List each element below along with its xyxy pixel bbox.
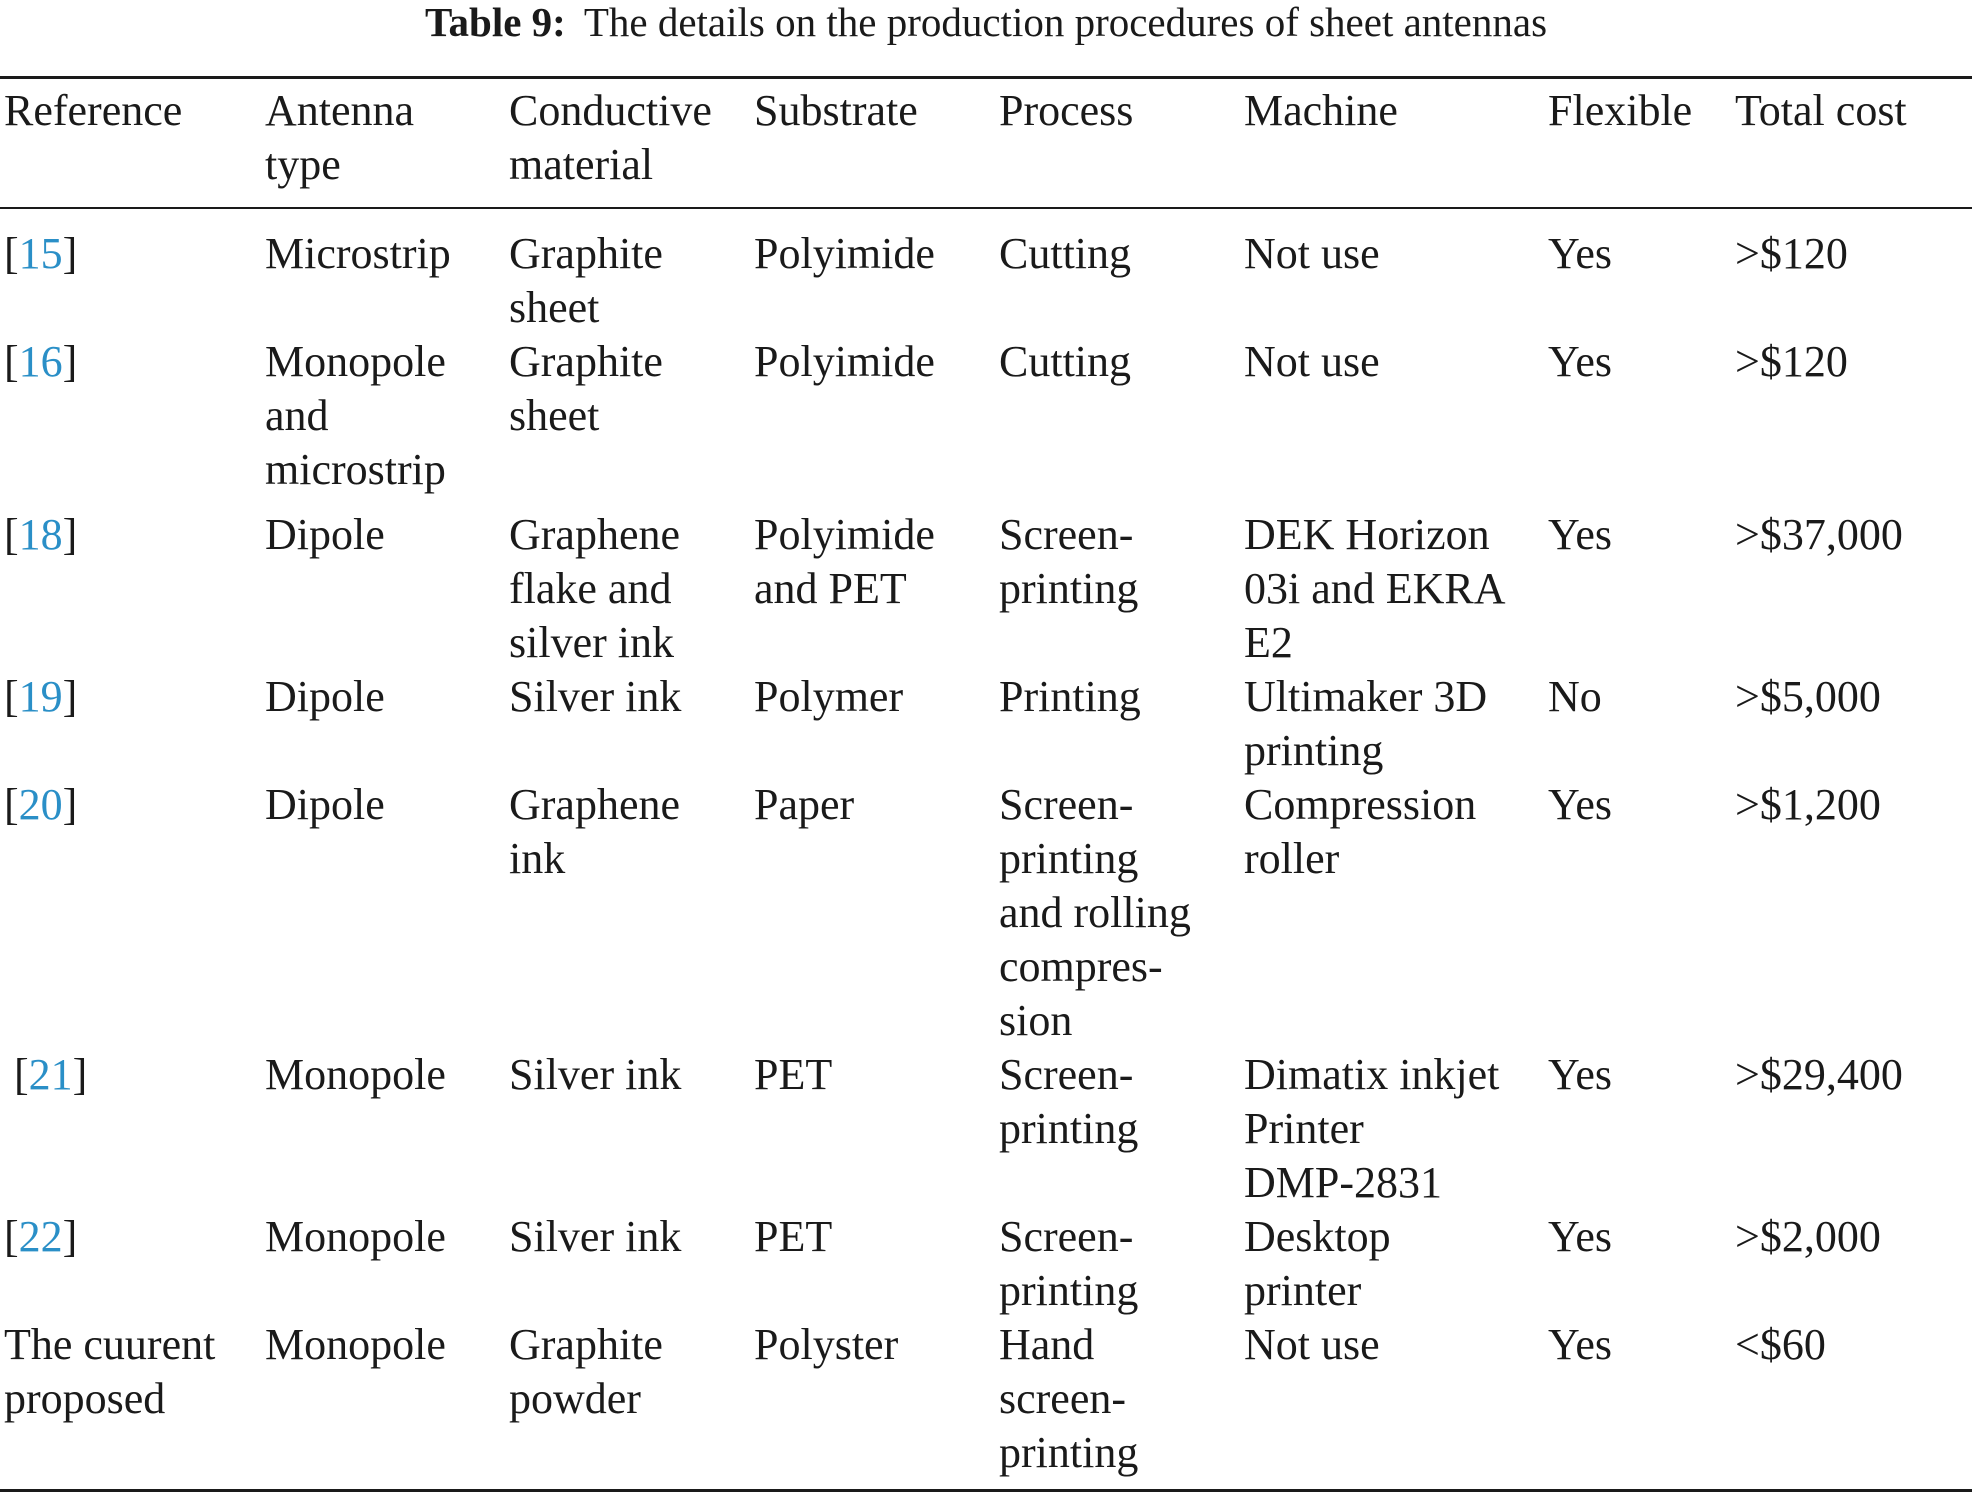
process-cell: Printing	[999, 672, 1141, 721]
substrate-cell: Paper	[754, 780, 855, 829]
reference-cell: The cuurent proposed	[4, 1320, 216, 1423]
reference-link[interactable]: 21	[28, 1050, 73, 1099]
machine-cell: Not use	[1244, 337, 1380, 386]
reference-link[interactable]: 16	[18, 337, 63, 386]
bottom-rule	[0, 1489, 1972, 1492]
reference-link[interactable]: 20	[18, 780, 63, 829]
substrate-cell: PET	[754, 1212, 833, 1261]
reference-cell: [20]	[4, 780, 78, 829]
antenna-type-cell: Dipole	[265, 672, 385, 721]
header-total-cost: Total cost	[1735, 86, 1907, 135]
caption-text: The details on the production procedures of sheet antennas	[583, 0, 1548, 45]
conductive-material-cell: Graphene flake and silver ink	[509, 510, 681, 667]
header-flexible: Flexible	[1548, 86, 1693, 135]
conductive-material-cell: Graphite powder	[509, 1320, 663, 1423]
conductive-material-cell: Silver ink	[509, 672, 682, 721]
process-cell: Screen- printing	[999, 1050, 1139, 1153]
process-cell: Hand screen- printing	[999, 1320, 1139, 1477]
antenna-type-cell: Microstrip	[265, 229, 451, 278]
flexible-cell: No	[1548, 672, 1602, 721]
machine-cell: Dimatix inkjet Printer DMP-2831	[1244, 1050, 1500, 1207]
reference-cell: [16]	[4, 337, 78, 386]
header-machine: Machine	[1244, 86, 1398, 135]
machine-cell: DEK Horizon 03i and EKRA E2	[1244, 510, 1506, 667]
total-cost-cell: >$37,000	[1735, 510, 1903, 559]
process-cell: Screen- printing and rolling compres- sion	[999, 780, 1191, 1045]
header-process: Process	[999, 86, 1134, 135]
total-cost-cell: >$2,000	[1735, 1212, 1881, 1261]
header-reference: Reference	[4, 86, 183, 135]
conductive-material-cell: Silver ink	[509, 1212, 682, 1261]
total-cost-cell: >$29,400	[1735, 1050, 1903, 1099]
flexible-cell: Yes	[1548, 1050, 1613, 1099]
reference-link[interactable]: 15	[18, 229, 63, 278]
reference-cell: [22]	[4, 1212, 78, 1261]
flexible-cell: Yes	[1548, 510, 1613, 559]
reference-link[interactable]: 22	[18, 1212, 63, 1261]
conductive-material-cell: Graphite sheet	[509, 229, 663, 332]
substrate-cell: Polyimide	[754, 229, 935, 278]
total-cost-cell: <$60	[1735, 1320, 1826, 1369]
substrate-cell: Polyimide	[754, 337, 935, 386]
antenna-type-cell: Monopole	[265, 1320, 446, 1369]
reference-link[interactable]: 18	[18, 510, 63, 559]
process-cell: Cutting	[999, 337, 1132, 386]
caption-label: Table 9:	[424, 0, 566, 45]
total-cost-cell: >$1,200	[1735, 780, 1881, 829]
conductive-material-cell: Graphene ink	[509, 780, 681, 883]
total-cost-cell: >$120	[1735, 229, 1848, 278]
process-cell: Cutting	[999, 229, 1132, 278]
reference-cell: [15]	[4, 229, 78, 278]
table-caption	[0, 0, 1972, 44]
reference-cell: [21]	[14, 1050, 88, 1099]
header-rule	[0, 207, 1972, 209]
header-conductive-material: Conductive material	[509, 86, 712, 189]
reference-link[interactable]: 19	[18, 672, 63, 721]
substrate-cell: Polyster	[754, 1320, 899, 1369]
substrate-cell: PET	[754, 1050, 833, 1099]
conductive-material-cell: Silver ink	[509, 1050, 682, 1099]
reference-cell: [18]	[4, 510, 78, 559]
antenna-type-cell: Dipole	[265, 780, 385, 829]
reference-cell: [19]	[4, 672, 78, 721]
flexible-cell: Yes	[1548, 1212, 1613, 1261]
antenna-type-cell: Monopole and microstrip	[265, 337, 446, 494]
header-substrate: Substrate	[754, 86, 918, 135]
header-antenna-type: Antenna type	[265, 86, 415, 189]
flexible-cell: Yes	[1548, 337, 1613, 386]
process-cell: Screen- printing	[999, 1212, 1139, 1315]
substrate-cell: Polymer	[754, 672, 904, 721]
machine-cell: Ultimaker 3D printing	[1244, 672, 1488, 775]
total-cost-cell: >$5,000	[1735, 672, 1881, 721]
machine-cell: Desktop printer	[1244, 1212, 1391, 1315]
machine-cell: Compression roller	[1244, 780, 1477, 883]
antenna-type-cell: Monopole	[265, 1050, 446, 1099]
flexible-cell: Yes	[1548, 1320, 1613, 1369]
machine-cell: Not use	[1244, 1320, 1380, 1369]
conductive-material-cell: Graphite sheet	[509, 337, 663, 440]
machine-cell: Not use	[1244, 229, 1380, 278]
flexible-cell: Yes	[1548, 229, 1613, 278]
process-cell: Screen- printing	[999, 510, 1139, 613]
top-rule	[0, 76, 1972, 79]
flexible-cell: Yes	[1548, 780, 1613, 829]
antenna-type-cell: Monopole	[265, 1212, 446, 1261]
antenna-type-cell: Dipole	[265, 510, 385, 559]
substrate-cell: Polyimide and PET	[754, 510, 935, 613]
total-cost-cell: >$120	[1735, 337, 1848, 386]
